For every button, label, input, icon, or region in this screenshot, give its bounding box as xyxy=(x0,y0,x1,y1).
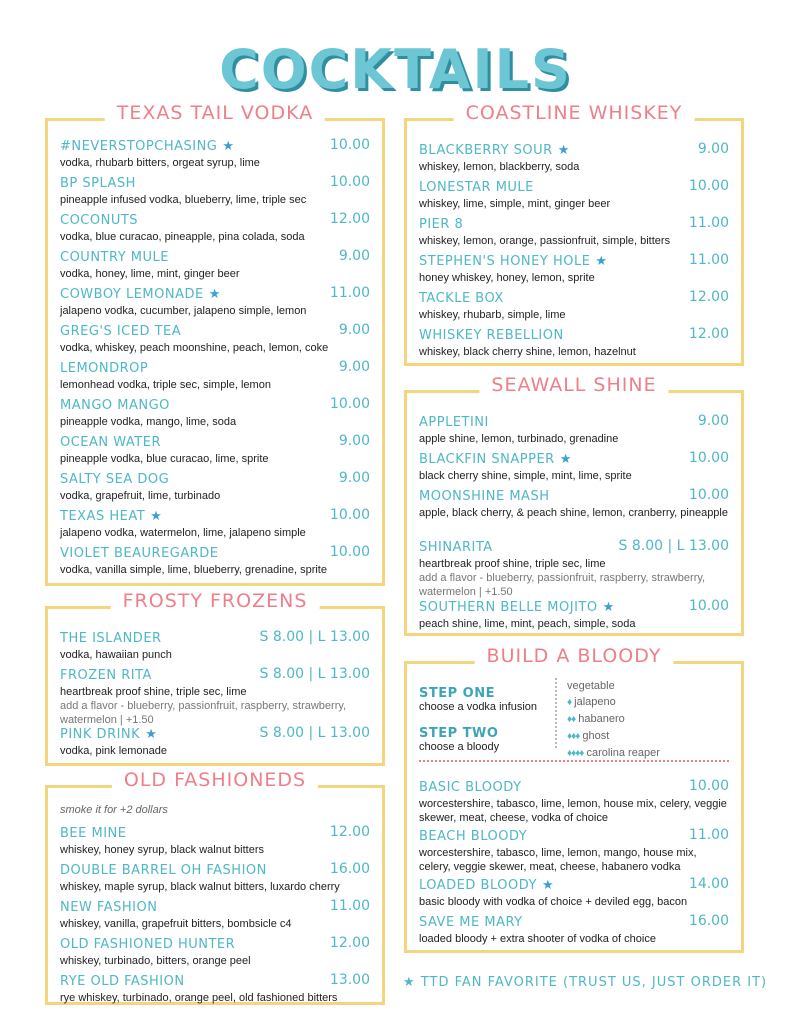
item-description: worcestershire, tabasco, lime, lemon, house mix, celery, veggie skewer, meat, cheese, vodka of choice xyxy=(419,798,727,824)
menu-item xyxy=(419,598,729,631)
item-name: GREG'S ICED TEA xyxy=(60,324,182,339)
favorite-star-icon: ★ xyxy=(559,451,572,466)
item-price: 12.00 xyxy=(329,935,370,951)
item-price: S 8.00 | L 13.00 xyxy=(259,666,370,682)
divider xyxy=(419,760,729,762)
menu-item xyxy=(60,824,370,857)
item-description: whiskey, lime, simple, mint, ginger beer xyxy=(419,198,611,210)
step-two-desc: choose a bloody xyxy=(419,741,500,753)
item-price: 11.00 xyxy=(688,827,729,843)
item-description: vodka, whiskey, peach moonshine, peach, lemon, coke xyxy=(60,342,329,354)
section-frozen xyxy=(45,590,385,766)
item-price: S 8.00 | L 13.00 xyxy=(618,538,729,554)
menu-item xyxy=(60,359,370,392)
menu-item xyxy=(60,666,370,727)
menu-item xyxy=(60,322,370,355)
smoke-note: smoke it for +2 dollars xyxy=(60,804,168,816)
item-description: whiskey, rhubarb, simple, lime xyxy=(419,309,566,321)
item-description: loaded bloody + extra shooter of vodka of choice xyxy=(419,933,656,945)
heat-level xyxy=(567,694,660,711)
item-price: 9.00 xyxy=(697,413,729,429)
favorite-star-icon: ★ xyxy=(208,286,221,301)
menu-item xyxy=(419,413,729,446)
menu-item xyxy=(419,827,729,874)
item-price: 9.00 xyxy=(338,322,370,338)
menu-item xyxy=(419,487,729,520)
item-description: whiskey, black cherry shine, lemon, hazelnut xyxy=(419,346,636,358)
heat-label: carolina reaper xyxy=(586,747,660,759)
item-name: COCONUTS xyxy=(60,213,139,228)
item-description: whiskey, vanilla, grapefruit bitters, bombsicle c4 xyxy=(60,918,292,930)
item-name: BEE MINE xyxy=(60,826,127,841)
step-two-title: STEP TWO xyxy=(419,726,499,741)
favorite-star-icon: ★ xyxy=(602,599,615,614)
item-description: whiskey, lemon, blackberry, soda xyxy=(419,161,580,173)
step-one-title: STEP ONE xyxy=(419,686,495,701)
item-description: vodka, grapefruit, lime, turbinado xyxy=(60,490,221,502)
item-name: STEPHEN'S HONEY HOLE xyxy=(419,254,591,269)
item-name: FROZEN RITA xyxy=(60,668,152,683)
item-price: 11.00 xyxy=(329,285,370,301)
item-name: BEACH BLOODY xyxy=(419,829,528,844)
item-name: LEMONDROP xyxy=(60,361,149,376)
menu-item xyxy=(419,141,729,174)
menu-item xyxy=(419,778,729,825)
item-name: APPLETINI xyxy=(419,415,489,430)
menu-item xyxy=(60,972,370,1005)
heat-label: vegetable xyxy=(567,680,615,692)
item-description: apple, black cherry, & peach shine, lemon, cranberry, pineapple xyxy=(419,507,728,519)
flame-icon: ♦ xyxy=(567,697,572,708)
item-name: SOUTHERN BELLE MOJITO xyxy=(419,600,598,615)
menu-item xyxy=(60,629,370,662)
item-price: 10.00 xyxy=(329,174,370,190)
item-price: 10.00 xyxy=(688,778,729,794)
favorite-star-icon: ★ xyxy=(145,726,157,741)
heat-level xyxy=(567,711,660,728)
item-price: 10.00 xyxy=(329,507,370,523)
item-description: jalapeno vodka, watermelon, lime, jalapeno simple xyxy=(60,527,306,539)
item-description: pineapple infused vodka, blueberry, lime, triple sec xyxy=(60,194,307,206)
item-name: VIOLET BEAUREGARDE xyxy=(60,546,219,561)
item-description: vodka, hawaiian punch xyxy=(60,649,172,661)
item-name: LONESTAR MULE xyxy=(419,180,534,195)
item-name: COWBOY LEMONADE xyxy=(60,287,204,302)
item-price: S 8.00 | L 13.00 xyxy=(259,725,370,741)
favorite-star-icon: ★ xyxy=(557,142,570,157)
item-price: 10.00 xyxy=(329,137,370,153)
menu-item xyxy=(419,215,729,248)
menu-item xyxy=(419,252,729,285)
menu-item xyxy=(60,507,370,540)
item-price: 10.00 xyxy=(688,178,729,194)
item-price: 11.00 xyxy=(329,898,370,914)
item-price: 9.00 xyxy=(338,359,370,375)
section-heading: OLD FASHIONEDS xyxy=(112,769,318,791)
heat-level xyxy=(567,678,660,694)
item-price: 10.00 xyxy=(329,396,370,412)
heat-scale xyxy=(555,678,660,759)
favorite-star-icon: ★ xyxy=(222,138,235,153)
item-price: 10.00 xyxy=(688,450,729,466)
menu-item xyxy=(60,137,370,170)
menu-item xyxy=(60,725,370,758)
item-price: 16.00 xyxy=(688,913,729,929)
item-name: #NEVERSTOPCHASING xyxy=(60,139,218,154)
favorite-star-icon: ★ xyxy=(595,253,608,268)
item-price: 9.00 xyxy=(338,470,370,486)
menu-item xyxy=(60,211,370,244)
section-heading: COASTLINE WHISKEY xyxy=(454,102,695,124)
item-name: TACKLE BOX xyxy=(419,291,504,306)
item-price: 9.00 xyxy=(697,141,729,157)
item-description: vodka, vanilla simple, lime, blueberry, grenadine, sprite xyxy=(60,564,327,576)
section-old xyxy=(45,769,385,1005)
menu-item xyxy=(60,861,370,894)
item-name: LOADED BLOODY xyxy=(419,878,537,893)
menu-item xyxy=(60,935,370,968)
item-name: THE ISLANDER xyxy=(60,631,162,646)
item-price: 12.00 xyxy=(688,326,729,342)
item-name: BASIC BLOODY xyxy=(419,780,522,795)
section-heading: BUILD A BLOODY xyxy=(475,645,674,667)
page-title: COCKTAILS xyxy=(219,38,572,101)
item-description: apple shine, lemon, turbinado, grenadine xyxy=(419,433,619,445)
item-price: 16.00 xyxy=(329,861,370,877)
flame-icon: ♦♦ xyxy=(567,714,576,725)
item-description: rye whiskey, turbinado, orange peel, old fashioned bitters xyxy=(60,992,338,1004)
item-price: 10.00 xyxy=(329,544,370,560)
menu-item xyxy=(60,174,370,207)
item-note: add a flavor - blueberry, passionfruit, raspberry, strawberry, watermelon | +1.50 xyxy=(60,700,347,726)
item-description: whiskey, turbinado, bitters, orange peel xyxy=(60,955,251,967)
item-description: vodka, rhubarb bitters, orgeat syrup, lime xyxy=(60,157,260,169)
item-price: 12.00 xyxy=(688,289,729,305)
item-name: SAVE ME MARY xyxy=(419,915,523,930)
item-name: MOONSHINE MASH xyxy=(419,489,550,504)
item-description: vodka, blue curacao, pineapple, pina colada, soda xyxy=(60,231,305,243)
menu-item xyxy=(419,450,729,483)
item-name: WHISKEY REBELLION xyxy=(419,328,564,343)
step-two xyxy=(419,726,499,753)
menu-item xyxy=(419,876,729,909)
menu-item xyxy=(419,326,729,359)
item-price: 11.00 xyxy=(688,252,729,268)
item-name: SALTY SEA DOG xyxy=(60,472,170,487)
item-description: vodka, honey, lime, mint, ginger beer xyxy=(60,268,240,280)
item-name: DOUBLE BARREL OH FASHION xyxy=(60,863,267,878)
flame-icon: ♦♦♦♦ xyxy=(567,748,584,759)
item-price: 14.00 xyxy=(688,876,729,892)
item-description: pineapple vodka, blue curacao, lime, sprite xyxy=(60,453,269,465)
item-price: 11.00 xyxy=(688,215,729,231)
item-price: 12.00 xyxy=(329,211,370,227)
item-name: SHINARITA xyxy=(419,540,493,555)
item-name: PIER 8 xyxy=(419,217,464,232)
item-name: COUNTRY MULE xyxy=(60,250,169,265)
item-description: whiskey, lemon, orange, passionfruit, simple, bitters xyxy=(419,235,671,247)
menu-item xyxy=(60,898,370,931)
section-heading: SEAWALL SHINE xyxy=(479,374,668,396)
menu-item xyxy=(60,248,370,281)
heat-label: habanero xyxy=(578,713,625,725)
menu-item xyxy=(60,470,370,503)
item-name: NEW FASHION xyxy=(60,900,158,915)
section-shine xyxy=(404,374,744,636)
step-one xyxy=(419,686,537,713)
item-name: BP SPLASH xyxy=(60,176,136,191)
item-price: 9.00 xyxy=(338,433,370,449)
item-name: OLD FASHIONED HUNTER xyxy=(60,937,236,952)
menu-item xyxy=(419,538,729,599)
section-bloody xyxy=(404,645,744,953)
item-price: 10.00 xyxy=(688,487,729,503)
item-price: S 8.00 | L 13.00 xyxy=(259,629,370,645)
menu-item xyxy=(60,396,370,429)
step-one-desc: choose a vodka infusion xyxy=(419,701,538,713)
item-description: heartbreak proof shine, triple sec, lime xyxy=(60,686,247,698)
item-note: add a flavor - blueberry, passionfruit, raspberry, strawberry, watermelon | +1.50 xyxy=(419,572,706,598)
item-description: vodka, pink lemonade xyxy=(60,745,168,757)
footer-note: ★ TTD FAN FAVORITE (TRUST US, JUST ORDER IT) xyxy=(403,975,768,990)
item-description: peach shine, lime, mint, peach, simple, soda xyxy=(419,618,636,630)
item-description: pineapple vodka, mango, lime, soda xyxy=(60,416,237,428)
section-whiskey xyxy=(404,102,744,366)
flame-icon: ♦♦♦ xyxy=(567,731,580,742)
item-description: lemonhead vodka, triple sec, simple, lemon xyxy=(60,379,271,391)
item-description: black cherry shine, simple, mint, lime, sprite xyxy=(419,470,632,482)
item-price: 12.00 xyxy=(329,824,370,840)
section-vodka xyxy=(45,102,385,586)
item-name: PINK DRINK xyxy=(60,727,141,742)
menu-item xyxy=(60,433,370,466)
menu-item xyxy=(60,544,370,577)
menu-item xyxy=(419,178,729,211)
item-name: MANGO MANGO xyxy=(60,398,170,413)
item-description: honey whiskey, honey, lemon, sprite xyxy=(419,272,595,284)
menu-item xyxy=(419,913,729,946)
item-name: RYE OLD FASHION xyxy=(60,974,185,989)
item-description: basic bloody with vodka of choice + deviled egg, bacon xyxy=(419,896,688,908)
item-description: worcestershire, tabasco, lime, lemon, mango, house mix, celery, veggie skewer, meat, cheese, habanero vodka xyxy=(419,847,697,873)
item-description: whiskey, maple syrup, black walnut bitters, luxardo cherry xyxy=(60,881,340,893)
item-description: jalapeno vodka, cucumber, jalapeno simple, lemon xyxy=(60,305,307,317)
heat-label: jalapeno xyxy=(574,696,616,708)
item-price: 9.00 xyxy=(338,248,370,264)
section-heading: FROSTY FROZENS xyxy=(111,590,320,612)
heat-level xyxy=(567,728,660,745)
item-price: 10.00 xyxy=(688,598,729,614)
menu-item xyxy=(419,289,729,322)
item-description: whiskey, honey syrup, black walnut bitters xyxy=(60,844,264,856)
item-name: BLACKBERRY SOUR xyxy=(419,143,553,158)
heat-label: ghost xyxy=(582,730,610,742)
favorite-star-icon: ★ xyxy=(150,508,162,523)
item-name: TEXAS HEAT xyxy=(60,509,146,524)
favorite-star-icon: ★ xyxy=(541,877,554,892)
item-name: BLACKFIN SNAPPER xyxy=(419,452,555,467)
item-price: 13.00 xyxy=(329,972,370,988)
section-heading: TEXAS TAIL VODKA xyxy=(105,102,325,124)
item-name: OCEAN WATER xyxy=(60,435,161,450)
item-description: heartbreak proof shine, triple sec, lime xyxy=(419,558,606,570)
menu-item xyxy=(60,285,370,318)
